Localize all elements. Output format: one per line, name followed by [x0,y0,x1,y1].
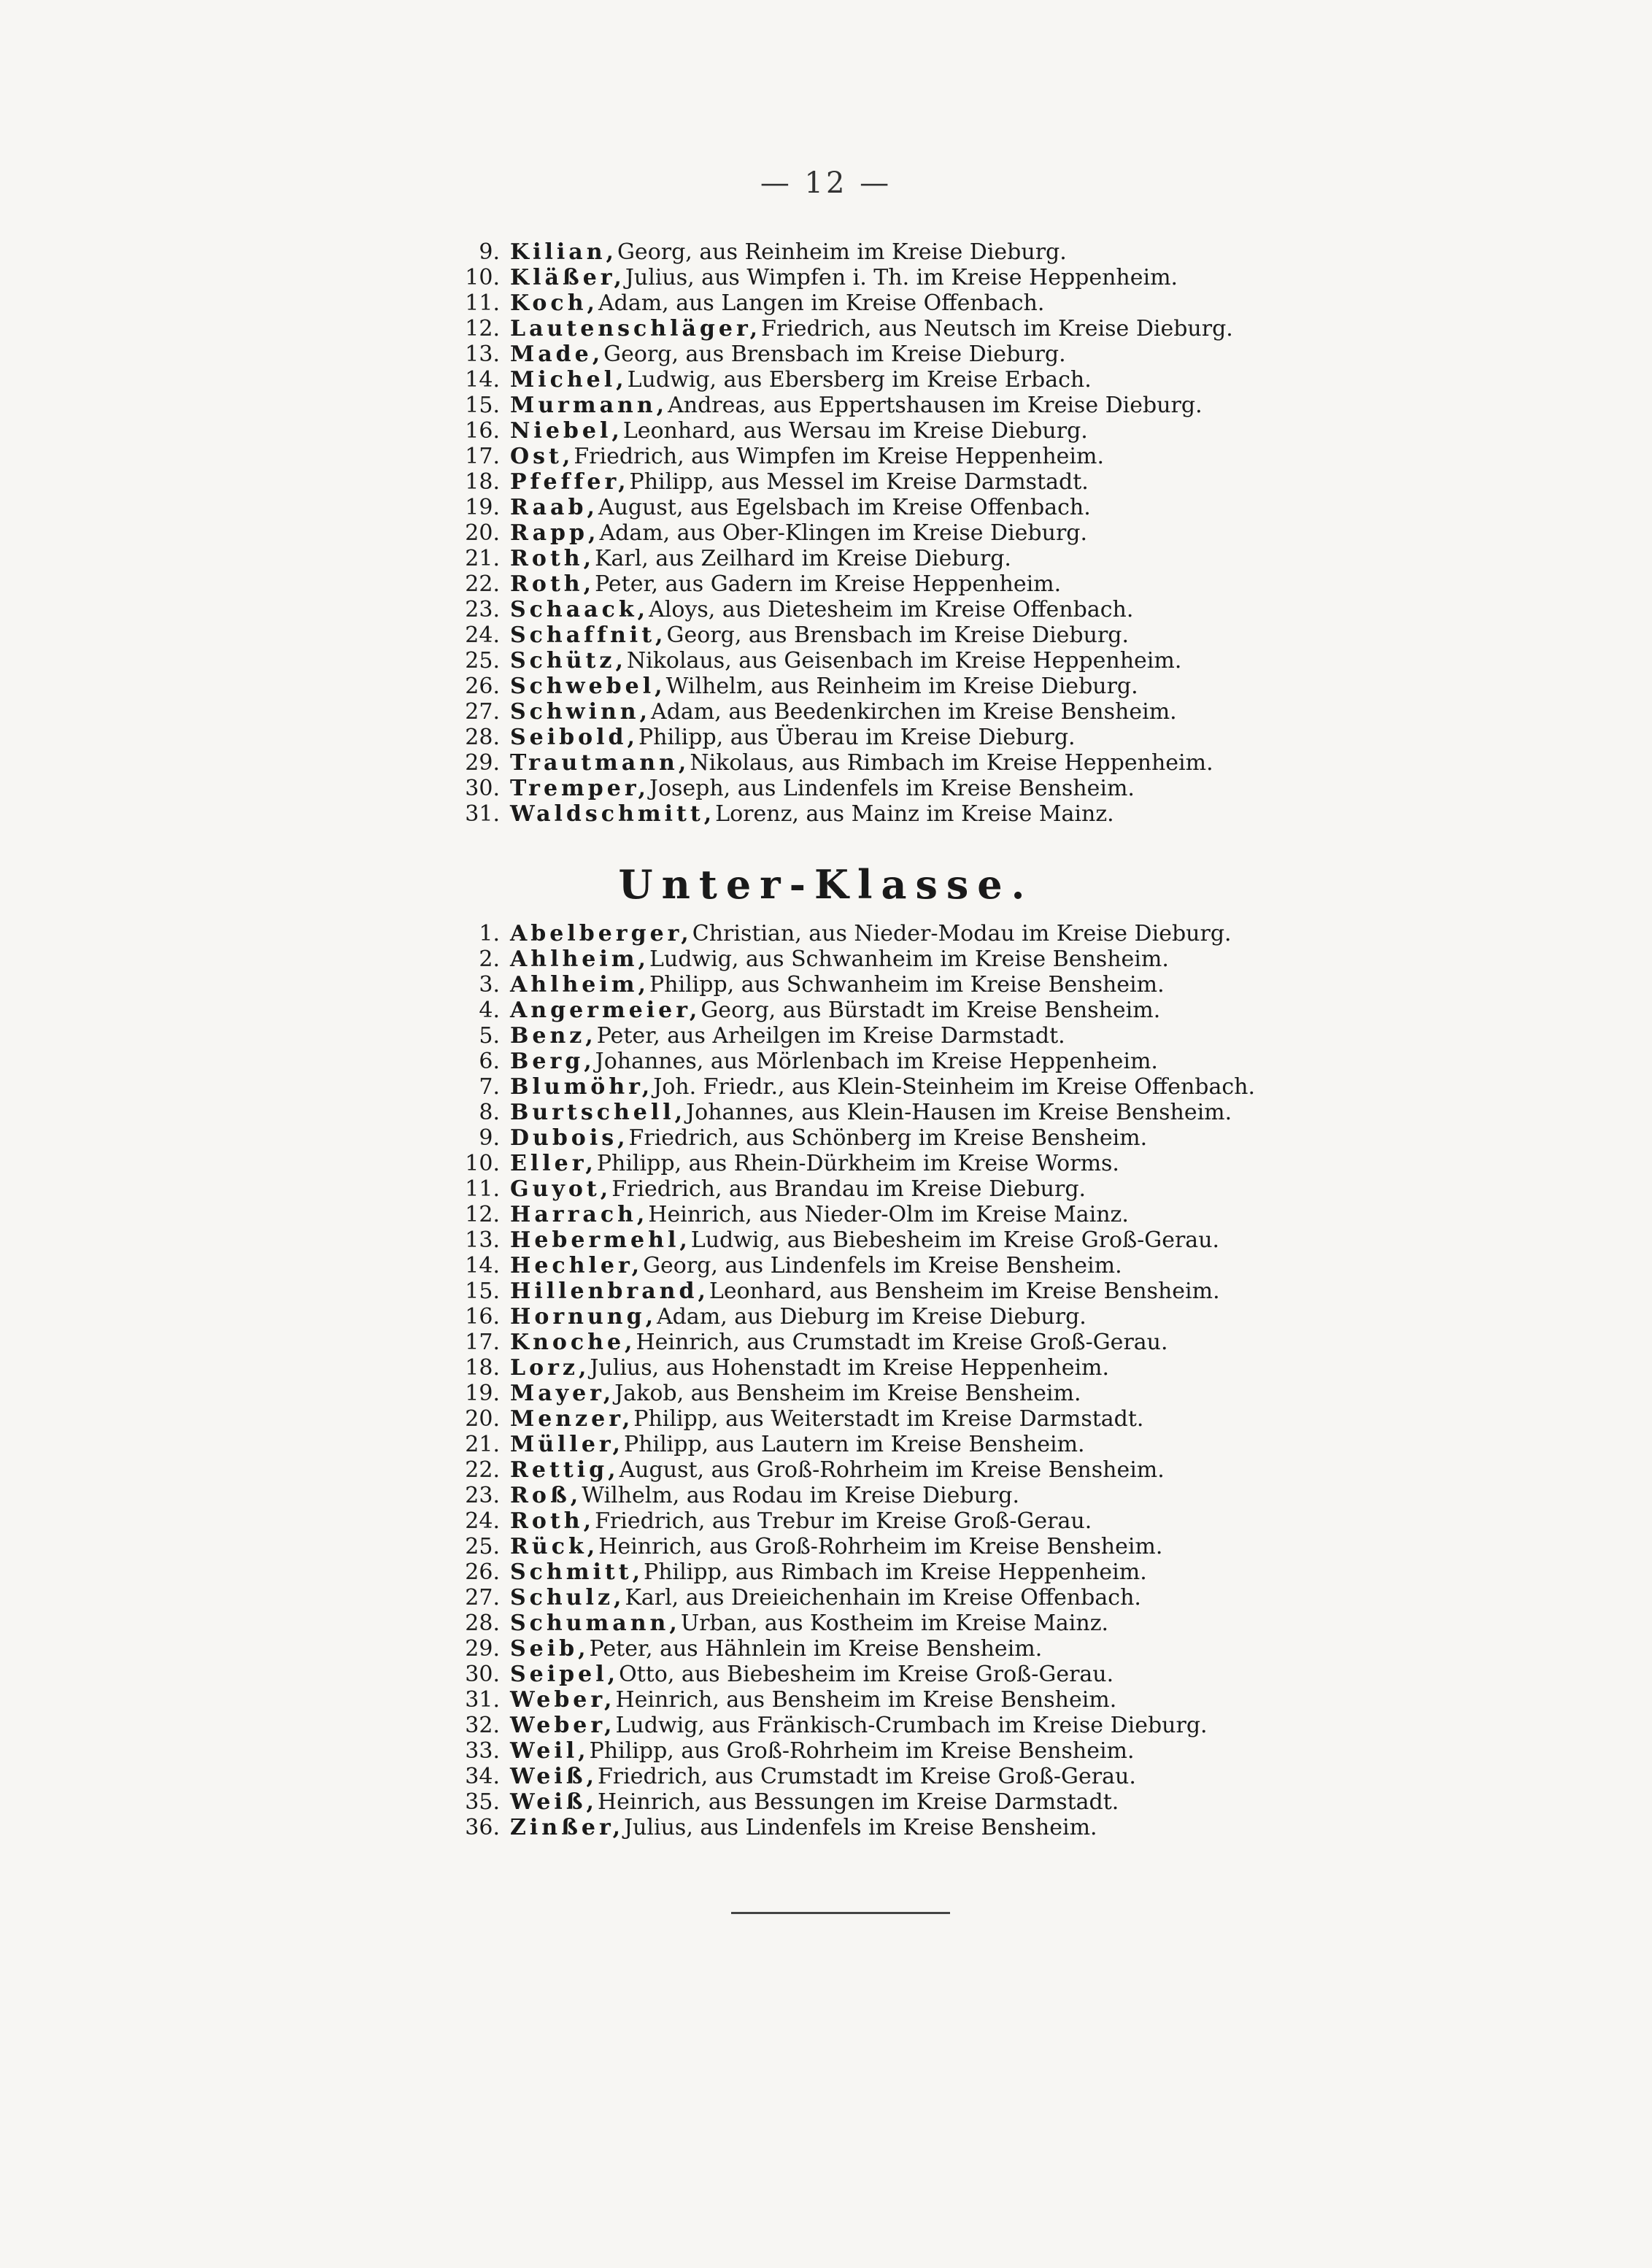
entry-surname: Weber, [510,1687,616,1713]
entry-details: Ludwig, aus Schwanheim im Kreise Bensheim. [649,946,1169,972]
entry-details: Lorenz, aus Mainz im Kreise Mainz. [715,801,1114,827]
entry-details: Peter, aus Hähnlein im Kreise Bensheim. [589,1636,1043,1662]
section-heading: Unter-Klasse. [618,861,1034,908]
entry-number: 28. [465,1611,500,1636]
entry-details: Friedrich, aus Brandau im Kreise Dieburg. [611,1176,1086,1202]
entry-surname: Benz, [510,1023,597,1049]
entry-details: Philipp, aus Lautern im Kreise Bensheim. [623,1432,1085,1457]
entry-number: 29. [465,750,500,776]
entry-number: 36. [465,1815,500,1840]
entry-number: 31. [465,801,500,827]
entry-surname: Schulz, [510,1585,625,1611]
entry-number: 31. [465,1687,500,1713]
entry-surname: Lorz, [510,1355,590,1381]
entry-details: Johannes, aus Klein-Hausen im Kreise Bensheim. [686,1100,1232,1125]
entry-surname: Seibold, [510,725,638,750]
list-item [409,998,1284,1023]
list-item [409,972,1284,998]
entry-surname: Weil, [510,1738,590,1764]
entry-number: 30. [465,1662,500,1687]
entry-surname: Schütz, [510,648,627,674]
list-item [409,290,1284,316]
entry-details: Adam, aus Dieburg im Kreise Dieburg. [657,1304,1086,1330]
entry-surname: Knoche, [510,1330,636,1355]
entry-details: Julius, aus Lindenfels im Kreise Bensheim. [624,1815,1097,1840]
entry-surname: Schmitt, [510,1559,644,1585]
list-item [409,921,1284,946]
entry-surname: Berg, [510,1049,595,1074]
list-item [409,1125,1284,1151]
list-item [409,1611,1284,1636]
entry-surname: Weiß, [510,1789,598,1815]
entry-details: Johannes, aus Mörlenbach im Kreise Heppenheim. [595,1049,1158,1074]
list-item [409,239,1284,265]
entry-details: Georg, aus Reinheim im Kreise Dieburg. [617,239,1067,265]
entry-number: 34. [465,1764,500,1789]
entry-number: 18. [465,1355,500,1381]
entry-details: Karl, aus Zeilhard im Kreise Dieburg. [595,546,1011,571]
entry-details: Karl, aus Dreieichenhain im Kreise Offenbach. [625,1585,1141,1611]
entry-number: 26. [465,674,500,699]
entry-surname: Roth, [510,546,595,571]
entry-number: 18. [465,469,500,495]
list-item [409,699,1284,725]
list-item [409,1355,1284,1381]
entry-surname: Murmann, [510,393,668,418]
entry-details: Adam, aus Beedenkirchen im Kreise Bensheim. [651,699,1177,725]
list-item [409,1330,1284,1355]
list-item [409,1227,1284,1253]
list-item [409,1815,1284,1840]
entry-number: 27. [465,1585,500,1611]
entry-surname: Harrach, [510,1202,649,1227]
entry-details: Philipp, aus Überau im Kreise Dieburg. [638,725,1076,750]
entry-number: 20. [465,520,500,546]
entry-details: Philipp, aus Rimbach im Kreise Heppenheim. [644,1559,1147,1585]
list-item [409,1585,1284,1611]
list-item [409,1789,1284,1815]
entry-details: Friedrich, aus Trebur im Kreise Groß-Gerau. [595,1508,1092,1534]
entry-surname: Seipel, [510,1662,620,1687]
entry-surname: Roß, [510,1483,582,1508]
entry-details: Friedrich, aus Schönberg im Kreise Bensheim. [628,1125,1148,1151]
entry-surname: Zinßer, [510,1815,625,1840]
entry-details: Friedrich, aus Crumstadt im Kreise Groß-Gerau. [597,1764,1136,1789]
entry-details: Wilhelm, aus Reinheim im Kreise Dieburg. [665,674,1138,699]
entry-details: Julius, aus Wimpfen i. Th. im Kreise Heppenheim. [625,265,1178,290]
entry-number: 24. [465,622,500,648]
list-item [409,597,1284,622]
entry-details: Julius, aus Hohenstadt im Kreise Heppenheim. [590,1355,1110,1381]
list-item [409,1738,1284,1764]
entry-number: 12. [465,1202,500,1227]
entry-details: Leonhard, aus Bensheim im Kreise Bensheim. [709,1278,1220,1304]
list-item [409,750,1284,776]
entry-number: 25. [465,1534,500,1559]
list-item [409,367,1284,393]
list-item [409,520,1284,546]
entry-details: Philipp, aus Weiterstadt im Kreise Darmstadt. [633,1406,1144,1432]
entry-details: Peter, aus Gadern im Kreise Heppenheim. [595,571,1062,597]
entry-number: 15. [465,393,500,418]
entry-surname: Roth, [510,1508,595,1534]
entry-details: Philipp, aus Messel im Kreise Darmstadt. [629,469,1089,495]
upper-class-list [409,239,1284,827]
entry-details: Heinrich, aus Bensheim im Kreise Bensheim. [615,1687,1117,1713]
entry-number: 22. [465,1457,500,1483]
entry-details: August, aus Groß-Rohrheim im Kreise Bensheim. [619,1457,1165,1483]
closing-rule [731,1912,950,1914]
entry-details: Friedrich, aus Neutsch im Kreise Dieburg. [761,316,1233,342]
entry-surname: Waldschmitt, [510,801,716,827]
entry-details: Philipp, aus Schwanheim im Kreise Bensheim. [649,972,1165,998]
list-item [409,648,1284,674]
entry-number: 29. [465,1636,500,1662]
entry-number: 10. [465,265,500,290]
entry-details: Leonhard, aus Wersau im Kreise Dieburg. [622,418,1088,444]
entry-number: 12. [465,316,500,342]
entry-surname: Schwebel, [510,674,666,699]
list-item [409,1559,1284,1585]
list-item [409,1636,1284,1662]
entry-details: Joh. Friedr., aus Klein-Steinheim im Kreise Offenbach. [653,1074,1256,1100]
list-item [409,1483,1284,1508]
entry-number: 26. [465,1559,500,1585]
entry-surname: Kilian, [510,239,617,265]
list-item [409,1764,1284,1789]
entry-details: Ludwig, aus Fränkisch-Crumbach im Kreise Dieburg. [615,1713,1208,1738]
list-item [409,801,1284,827]
entry-details: Heinrich, aus Bessungen im Kreise Darmstadt. [597,1789,1119,1815]
list-item [409,444,1284,469]
list-item [409,1406,1284,1432]
entry-number: 35. [465,1789,500,1815]
entry-surname: Tremper, [510,776,649,801]
list-item [409,342,1284,367]
list-item [409,1534,1284,1559]
entry-surname: Burtschell, [510,1100,687,1125]
entry-surname: Niebel, [510,418,623,444]
entry-details: Andreas, aus Eppertshausen im Kreise Dieburg. [668,393,1203,418]
entry-number: 24. [465,1508,500,1534]
list-item [409,946,1284,972]
entry-number: 14. [465,367,500,393]
entry-surname: Ahlheim, [510,946,649,972]
entry-number: 32. [465,1713,500,1738]
entry-surname: Hechler, [510,1253,644,1278]
entry-number: 19. [465,495,500,520]
list-item [409,674,1284,699]
entry-number: 5. [479,1023,500,1049]
entry-surname: Menzer, [510,1406,634,1432]
list-item [409,1253,1284,1278]
entry-details: Aloys, aus Dietesheim im Kreise Offenbach. [649,597,1134,622]
page-number: — 12 — [760,166,892,200]
entry-surname: Pfeffer, [510,469,630,495]
entry-number: 21. [465,1432,500,1457]
entry-number: 3. [479,972,500,998]
entry-surname: Hornung, [510,1304,657,1330]
list-item [409,776,1284,801]
entry-surname: Angermeier, [510,998,701,1023]
entry-details: Joseph, aus Lindenfels im Kreise Bensheim. [649,776,1135,801]
entry-details: Georg, aus Bürstadt im Kreise Bensheim. [700,998,1161,1023]
entry-surname: Kläßer, [510,265,625,290]
entry-number: 6. [479,1049,500,1074]
entry-surname: Michel, [510,367,628,393]
entry-number: 13. [465,1227,500,1253]
entry-details: Christian, aus Nieder-Modau im Kreise Dieburg. [692,921,1232,946]
entry-number: 16. [465,418,500,444]
entry-details: Philipp, aus Groß-Rohrheim im Kreise Bensheim. [589,1738,1135,1764]
entry-number: 23. [465,1483,500,1508]
entry-surname: Raab, [510,495,598,520]
entry-details: Heinrich, aus Groß-Rohrheim im Kreise Bensheim. [598,1534,1163,1559]
list-item [409,1100,1284,1125]
list-item [409,418,1284,444]
entry-surname: Rück, [510,1534,599,1559]
entry-number: 16. [465,1304,500,1330]
entry-surname: Abelberger, [510,921,692,946]
entry-surname: Made, [510,342,604,367]
entry-number: 11. [465,1176,500,1202]
list-item [409,1049,1284,1074]
entry-number: 22. [465,571,500,597]
entry-surname: Schumann, [510,1611,681,1636]
entry-details: Philipp, aus Rhein-Dürkheim im Kreise Worms. [596,1151,1119,1176]
entry-number: 21. [465,546,500,571]
entry-number: 10. [465,1151,500,1176]
entry-number: 4. [479,998,500,1023]
list-item [409,1023,1284,1049]
list-item [409,1151,1284,1176]
entry-number: 2. [479,946,500,972]
entry-surname: Rapp, [510,520,600,546]
entry-details: Georg, aus Brensbach im Kreise Dieburg. [666,622,1130,648]
entry-details: Ludwig, aus Ebersberg im Kreise Erbach. [627,367,1092,393]
entry-details: Jakob, aus Bensheim im Kreise Bensheim. [614,1381,1081,1406]
list-item [409,316,1284,342]
entry-number: 23. [465,597,500,622]
entry-surname: Weber, [510,1713,616,1738]
entry-number: 11. [465,290,500,316]
list-item [409,393,1284,418]
list-item [409,495,1284,520]
entry-surname: Guyot, [510,1176,612,1202]
list-item [409,1176,1284,1202]
entry-surname: Seib, [510,1636,590,1662]
entry-details: Otto, aus Biebesheim im Kreise Groß-Gerau. [619,1662,1114,1687]
entry-number: 8. [479,1100,500,1125]
list-item [409,1074,1284,1100]
entry-surname: Dubois, [510,1125,629,1151]
entry-details: Nikolaus, aus Rimbach im Kreise Heppenheim. [690,750,1213,776]
entry-number: 9. [479,239,500,265]
list-item [409,1457,1284,1483]
list-item [409,546,1284,571]
list-item [409,469,1284,495]
entry-number: 20. [465,1406,500,1432]
entry-surname: Ahlheim, [510,972,649,998]
entry-details: August, aus Egelsbach im Kreise Offenbach. [598,495,1091,520]
entry-details: Nikolaus, aus Geisenbach im Kreise Heppenheim. [626,648,1182,674]
entry-number: 14. [465,1253,500,1278]
entry-number: 17. [465,444,500,469]
list-item [409,1381,1284,1406]
list-item [409,1687,1284,1713]
entry-details: Friedrich, aus Wimpfen im Kreise Heppenheim. [574,444,1104,469]
list-item [409,265,1284,290]
entry-number: 27. [465,699,500,725]
entry-surname: Müller, [510,1432,624,1457]
entry-details: Ludwig, aus Biebesheim im Kreise Groß-Gerau. [690,1227,1220,1253]
entry-number: 19. [465,1381,500,1406]
entry-surname: Ost, [510,444,574,469]
list-item [409,1508,1284,1534]
entry-number: 7. [479,1074,500,1100]
entry-number: 9. [479,1125,500,1151]
entry-number: 30. [465,776,500,801]
list-item [409,1202,1284,1227]
entry-details: Georg, aus Brensbach im Kreise Dieburg. [603,342,1066,367]
entry-details: Heinrich, aus Crumstadt im Kreise Groß-Gerau. [636,1330,1168,1355]
list-item [409,1713,1284,1738]
entry-surname: Schaffnit, [510,622,667,648]
entry-details: Wilhelm, aus Rodau im Kreise Dieburg. [582,1483,1019,1508]
entry-surname: Blumöhr, [510,1074,654,1100]
entry-number: 15. [465,1278,500,1304]
entry-surname: Rettig, [510,1457,620,1483]
entry-number: 13. [465,342,500,367]
entry-surname: Hillenbrand, [510,1278,709,1304]
list-item [409,622,1284,648]
list-item [409,725,1284,750]
entry-surname: Lautenschläger, [510,316,762,342]
entry-number: 33. [465,1738,500,1764]
entry-surname: Schwinn, [510,699,652,725]
list-item [409,571,1284,597]
lower-class-list [409,921,1284,1840]
list-item [409,1278,1284,1304]
entry-details: Adam, aus Ober-Klingen im Kreise Dieburg. [599,520,1088,546]
entry-number: 25. [465,648,500,674]
entry-surname: Hebermehl, [510,1227,691,1253]
entry-surname: Koch, [510,290,598,316]
entry-number: 17. [465,1330,500,1355]
entry-surname: Schaack, [510,597,649,622]
entry-number: 28. [465,725,500,750]
list-item [409,1432,1284,1457]
entry-surname: Eller, [510,1151,597,1176]
entry-details: Peter, aus Arheilgen im Kreise Darmstadt. [596,1023,1065,1049]
list-item [409,1662,1284,1687]
list-item [409,1304,1284,1330]
entry-surname: Roth, [510,571,595,597]
entry-details: Urban, aus Kostheim im Kreise Mainz. [680,1611,1109,1636]
entry-details: Heinrich, aus Nieder-Olm im Kreise Mainz. [648,1202,1129,1227]
entry-surname: Trautmann, [510,750,690,776]
entry-surname: Mayer, [510,1381,615,1406]
entry-details: Adam, aus Langen im Kreise Offenbach. [598,290,1045,316]
entry-details: Georg, aus Lindenfels im Kreise Bensheim. [643,1253,1122,1278]
entry-number: 1. [479,921,500,946]
entry-surname: Weiß, [510,1764,598,1789]
